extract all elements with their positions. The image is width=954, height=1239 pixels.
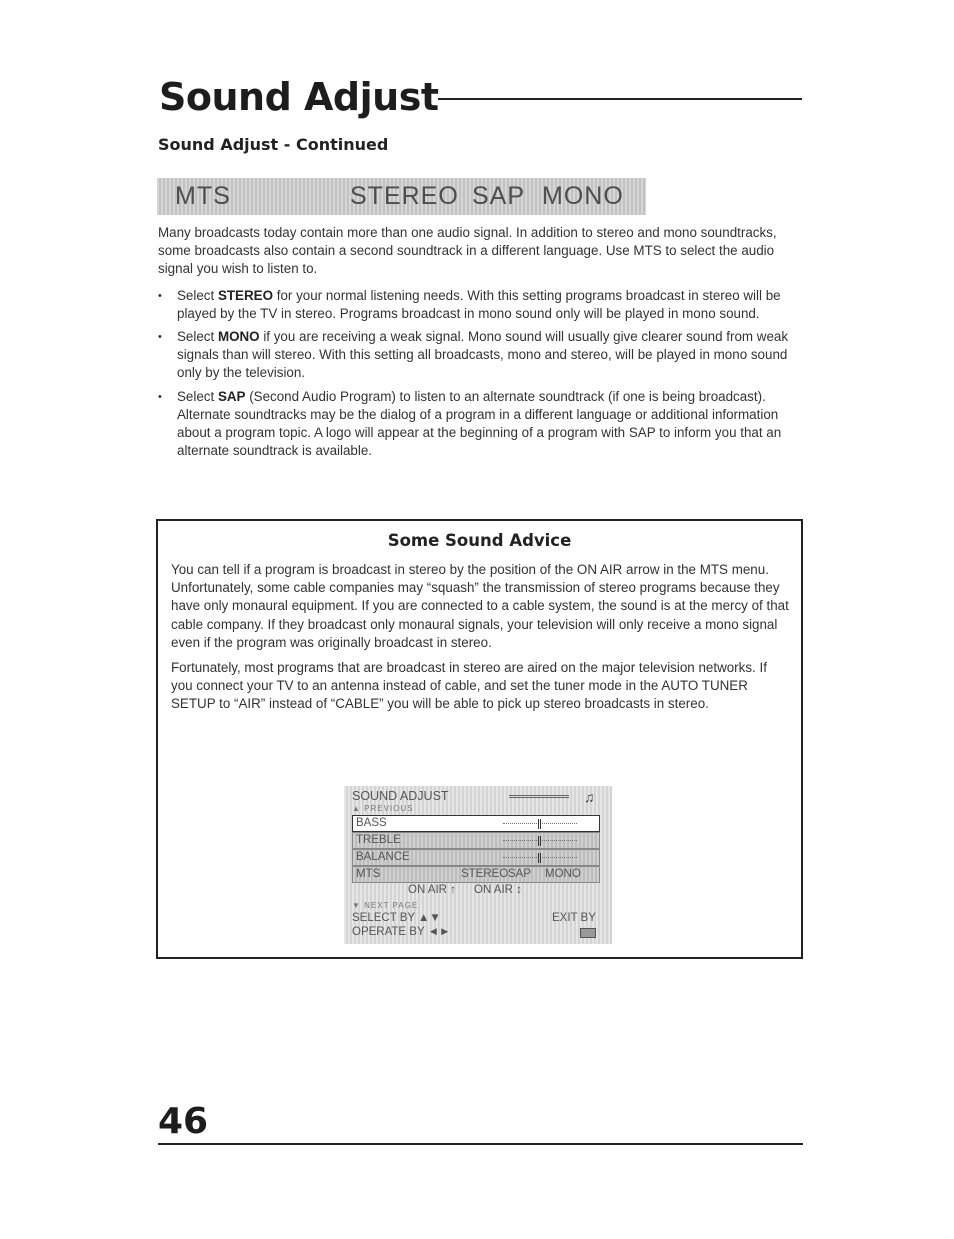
treble-label: TREBLE — [356, 834, 401, 846]
music-note-icon: ♫ — [584, 789, 595, 805]
mono-label: MONO — [545, 868, 581, 880]
title-rule — [438, 98, 802, 100]
select-hint: SELECT BY ▲▼ — [352, 912, 441, 924]
advice-title: Some Sound Advice — [387, 531, 572, 550]
mts-row-label: MTS — [356, 868, 381, 880]
bass-label: BASS — [356, 817, 387, 829]
balance-slider-knob — [538, 853, 541, 863]
sound-advice-box — [156, 519, 803, 959]
stereo-option: STEREO — [350, 182, 459, 210]
balance-row — [352, 849, 600, 866]
mts-label: MTS — [175, 182, 231, 210]
advice-paragraph: You can tell if a program is broadcast in stereo by the position of the ON AIR arrow in the MTS menu. Unfortunately, some cable companies may “squash” the transmission of stereo programs because they have only monaural equipment. If you are connected to a cable system, the sound is at the mercy of that cable company. If they broadcast only monaural signals, your television will only receive a mono signal even if the program was originally broadcast in stereo. — [171, 562, 789, 650]
page-number: 46 — [158, 1101, 209, 1142]
exit-hint: EXIT BY — [552, 912, 596, 924]
intro-paragraph: Many broadcasts today contain more than one audio signal. In addition to stereo and mono soundtracks, some broadcasts also contain a second soundtrack in a different language. Use MTS to select the audio signal you wish to listen to. — [158, 225, 777, 277]
next-page-link: ▼ NEXT PAGE — [352, 901, 419, 910]
exit-key-icon — [580, 927, 596, 939]
sap-option: SAP — [472, 182, 526, 210]
balance-slider — [503, 857, 577, 858]
mts-menu-bar — [157, 178, 646, 215]
advice-paragraph: Fortunately, most programs that are broadcast in stereo are aired on the major television networks. If you connect your TV to an antenna instead of cable, and set the tuner mode in the AUTO TUNER SETUP to “AIR” instead of “CABLE” you will be able to pick up stereo broadcasts in stereo. — [171, 660, 767, 712]
bass-slider — [503, 823, 577, 824]
bullet-sap: • Select SAP (Second Audio Program) to listen to an alternate soundtrack (if one is being broadcast). Alternate soundtracks may be the dialog of a program in a different language or additional information about a program topic. A logo will appear at the beginning of a program with SAP to inform you that an alternate soundtrack is available. — [158, 388, 804, 461]
balance-label: BALANCE — [356, 851, 410, 863]
menu-title: SOUND ADJUST — [352, 789, 449, 803]
operate-hint: OPERATE BY ◄► — [352, 926, 451, 938]
bass-row — [352, 815, 600, 832]
bullet-stereo: • Select STEREO for your normal listening needs. With this setting programs broadcast in stereo will be played by the TV in stereo. Programs broadcast in mono sound only will be played in mono sound. — [158, 287, 804, 323]
menu-title-slider — [509, 795, 569, 798]
page-title: Sound Adjust — [159, 75, 439, 119]
on-air-indicator-1: ON AIR ↑ — [408, 884, 456, 896]
treble-row — [352, 832, 600, 849]
stereo-label: STEREO — [461, 868, 509, 880]
sap-label: SAP — [508, 868, 532, 880]
advice-text — [171, 561, 791, 721]
mono-option: MONO — [542, 182, 624, 210]
previous-link: ▲ PREVIOUS — [352, 804, 414, 813]
bullet-mono: • Select MONO if you are receiving a weak signal. Mono sound will usually give clearer sound from weak signals than will stereo. With this setting all broadcasts, mono and stereo, will be played in mono sound only by the television. — [158, 328, 804, 383]
section-subtitle: Sound Adjust - Continued — [158, 135, 389, 154]
bass-slider-knob — [538, 819, 541, 829]
body-text — [158, 224, 804, 465]
mts-row — [352, 866, 600, 883]
on-air-indicator-2: ON AIR ↕ — [474, 884, 522, 896]
tv-sound-adjust-menu — [344, 786, 612, 944]
bullet-list — [158, 287, 804, 461]
treble-slider — [503, 840, 577, 841]
bottom-rule — [158, 1143, 803, 1145]
treble-slider-knob — [538, 836, 541, 846]
